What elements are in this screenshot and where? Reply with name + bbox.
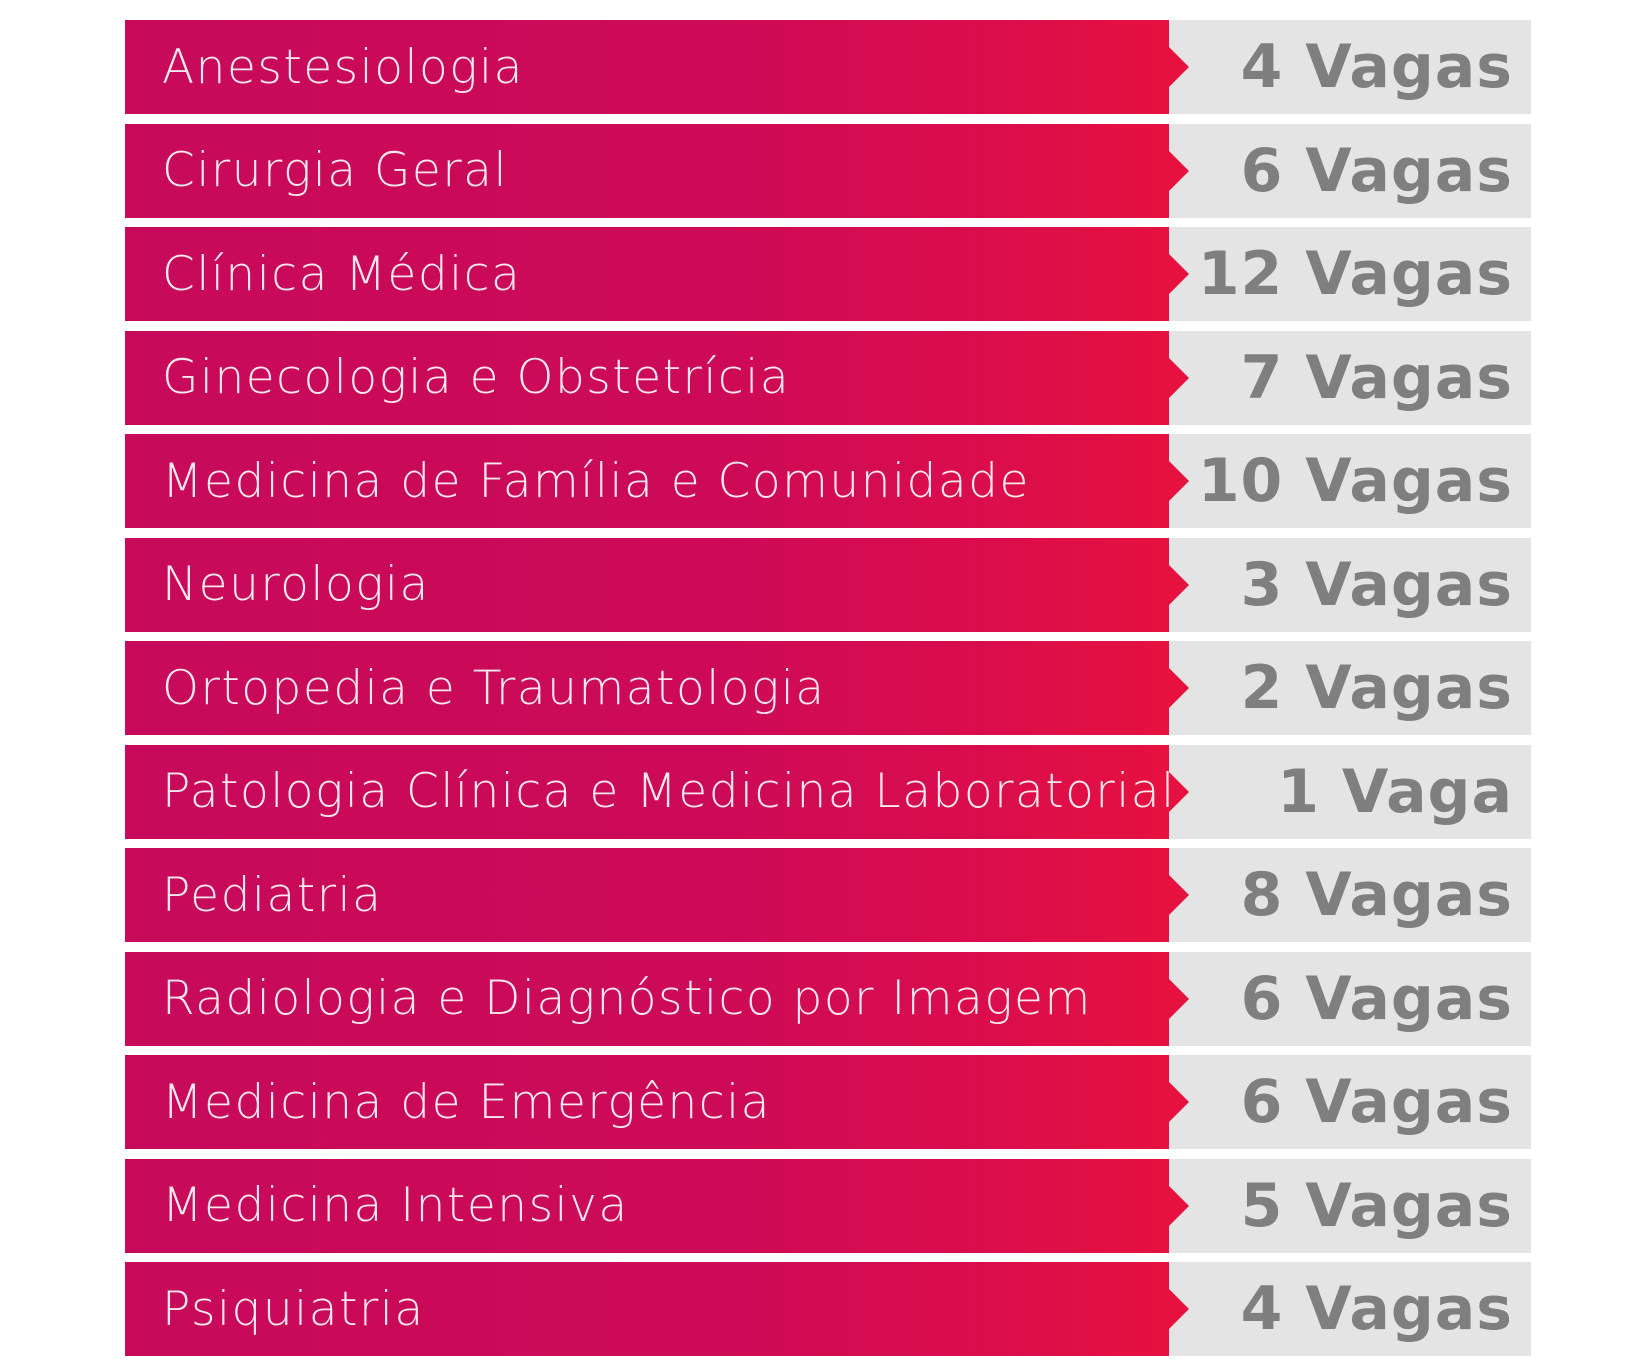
specialty-row-medicina-familia (125, 434, 1531, 528)
specialty-row-cirurgia-geral (125, 124, 1531, 218)
specialty-name: Clínica Médica (162, 246, 522, 302)
specialty-label-cell (125, 745, 1176, 839)
specialty-row-medicina-emergencia (125, 1055, 1531, 1149)
specialty-label-cell (125, 538, 1169, 632)
specialty-name: Patologia Clínica e Medicina Laboratorial (162, 764, 1176, 819)
specialty-name: Medicina Intensiva (162, 1178, 629, 1233)
specialty-name: Medicina de Família e Comunidade (162, 453, 1030, 509)
vacancies-count: 7 Vagas (1240, 342, 1513, 413)
vacancies-cell (1169, 1055, 1531, 1149)
triangle-right-icon (1169, 1186, 1189, 1226)
specialty-label-cell (125, 952, 1169, 1046)
specialty-label-cell (125, 641, 1169, 735)
vacancies-count: 8 Vagas (1240, 860, 1513, 930)
specialty-row-patologia-clinica (125, 745, 1531, 839)
triangle-right-icon (1169, 151, 1189, 191)
vacancies-cell (1169, 124, 1531, 218)
triangle-right-icon (1169, 875, 1189, 915)
specialty-label-cell (125, 227, 1169, 321)
vacancies-cell (1169, 331, 1531, 425)
specialty-row-ginecologia-obstetricia (125, 331, 1531, 425)
specialty-name: Pediatria (162, 867, 383, 923)
specialty-name: Anestesiologia (162, 39, 524, 95)
specialty-label-cell (125, 331, 1169, 425)
vacancies-cell (1169, 1159, 1531, 1253)
specialty-row-clinica-medica (125, 227, 1531, 321)
vacancies-count: 2 Vagas (1240, 653, 1513, 723)
specialty-name: Neurologia (162, 557, 430, 612)
specialty-name: Radiologia e Diagnóstico por Imagem (162, 971, 1092, 1026)
vacancies-count: 1 Vaga (1277, 756, 1513, 827)
specialty-row-pediatria (125, 848, 1531, 942)
vacancies-cell (1169, 952, 1531, 1046)
specialty-label-cell (125, 1159, 1169, 1253)
vacancies-count: 6 Vagas (1240, 135, 1513, 206)
vacancies-count: 6 Vagas (1240, 1067, 1513, 1137)
triangle-right-icon (1169, 668, 1189, 708)
vacancies-count: 6 Vagas (1240, 963, 1513, 1034)
triangle-right-icon (1169, 979, 1189, 1019)
triangle-right-icon (1169, 358, 1189, 398)
specialty-row-psiquiatria (125, 1262, 1531, 1356)
vacancies-count: 5 Vagas (1240, 1170, 1513, 1241)
specialty-label-cell (125, 1262, 1169, 1356)
specialty-row-ortopedia (125, 641, 1531, 735)
specialty-name: Ginecologia e Obstetrícia (162, 350, 791, 405)
triangle-right-icon (1169, 565, 1189, 605)
triangle-right-icon (1169, 47, 1189, 87)
specialty-label-cell (125, 434, 1169, 528)
vacancies-cell (1169, 227, 1531, 321)
specialty-row-radiologia (125, 952, 1531, 1046)
triangle-right-icon (1169, 1289, 1189, 1329)
specialty-label-cell (125, 124, 1169, 218)
specialty-label-cell (125, 1055, 1169, 1149)
specialty-vacancies-list (125, 20, 1531, 1366)
vacancies-cell (1169, 641, 1531, 735)
specialty-name: Medicina de Emergência (162, 1074, 771, 1130)
vacancies-count: 3 Vagas (1240, 549, 1513, 620)
specialty-name: Psiquiatria (162, 1281, 425, 1337)
specialty-name: Cirurgia Geral (162, 143, 509, 198)
specialty-label-cell (125, 848, 1169, 942)
vacancies-cell (1169, 848, 1531, 942)
vacancies-count: 4 Vagas (1240, 32, 1513, 102)
specialty-name: Ortopedia e Traumatologia (162, 660, 826, 716)
triangle-right-icon (1169, 461, 1189, 501)
vacancies-cell (1169, 20, 1531, 114)
vacancies-cell (1169, 538, 1531, 632)
triangle-right-icon (1169, 772, 1189, 812)
specialty-row-neurologia (125, 538, 1531, 632)
vacancies-cell (1169, 1262, 1531, 1356)
triangle-right-icon (1169, 1082, 1189, 1122)
vacancies-count: 10 Vagas (1197, 446, 1513, 516)
vacancies-cell (1169, 434, 1531, 528)
vacancies-cell (1169, 745, 1531, 839)
specialty-row-anestesiologia (125, 20, 1531, 114)
vacancies-count: 12 Vagas (1197, 239, 1513, 309)
triangle-right-icon (1169, 254, 1189, 294)
vacancies-count: 4 Vagas (1240, 1274, 1513, 1344)
specialty-label-cell (125, 20, 1169, 114)
specialty-row-medicina-intensiva (125, 1159, 1531, 1253)
